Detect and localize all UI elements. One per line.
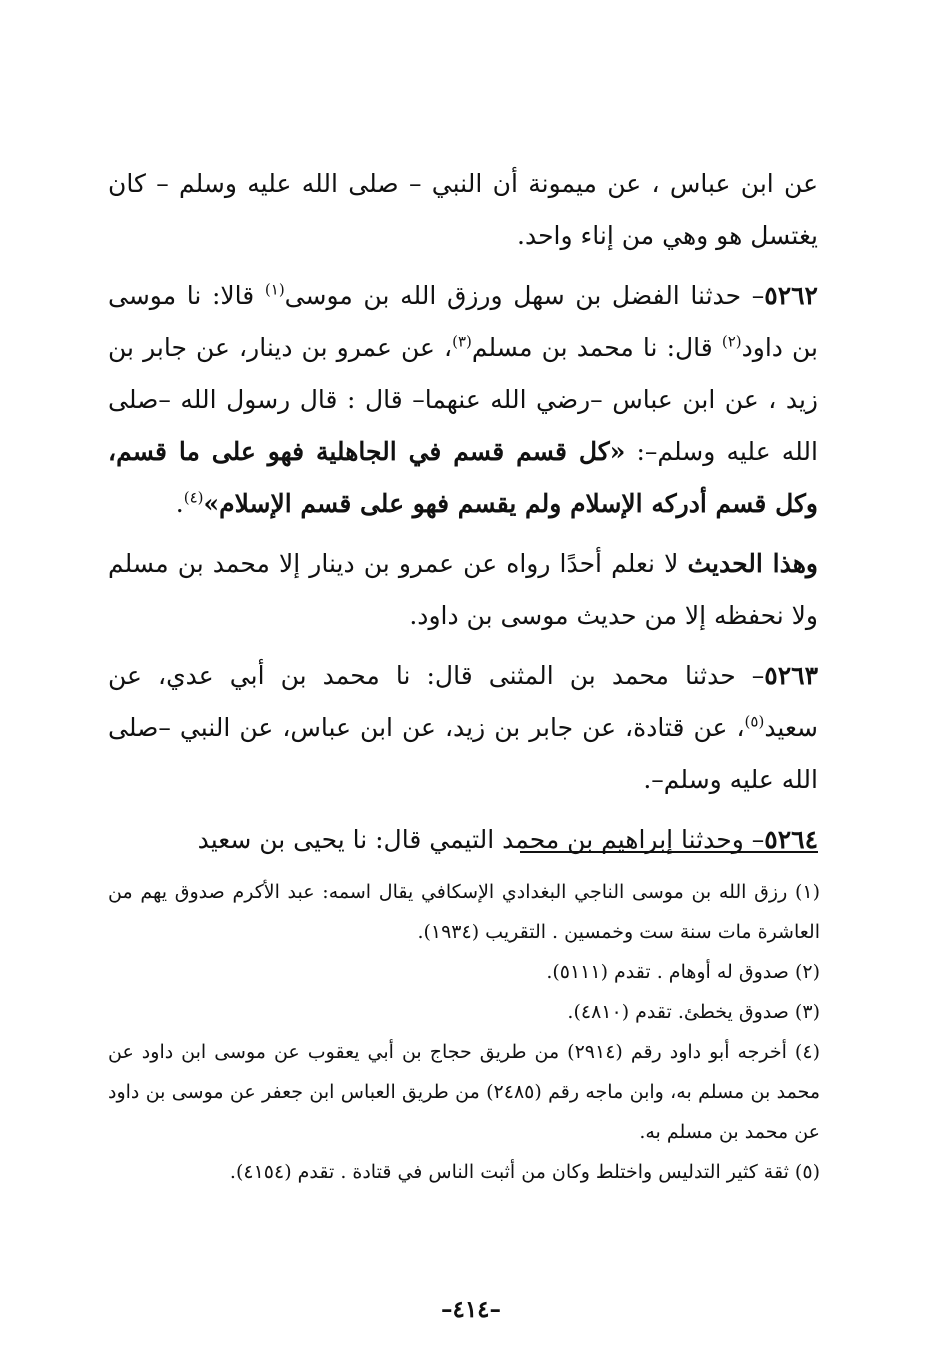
footnote-ref: (١) <box>264 280 285 299</box>
footnote-5: (٥) ثقة كثير التدليس واختلط وكان من أثبت الناس في قتادة . تقدم (٤١٥٤). <box>229 1161 820 1183</box>
hadith-number: ٥٢٦٢ <box>764 281 818 310</box>
footnote-1: (١) رزق الله بن موسى الناجي البغدادي الإسكافي يقال اسمه: عبد الأكرم صدوق يهم من العاشرة مات سنة ست وخمسين . التقريب (١٩٣٤). <box>108 881 820 943</box>
footnote-2: (٢) صدوق له أوهام . تقدم (٥١١١). <box>546 961 820 983</box>
footnote-4: (٤) أخرجه أبو داود رقم (٢٩١٤) من طريق حجاج بن أبي يعقوب عن موسى ابن داود عن محمد بن مسلم به، وابن ماجه رقم (٢٤٨٥) من طريق العباس ابن جعفر عن موسى بن داود عن محمد بن مسلم به. <box>108 1041 821 1143</box>
paragraph-continuation <box>108 158 818 262</box>
footnote-ref: (٥) <box>744 712 765 731</box>
hadith-number: ٥٢٦٤ <box>764 825 818 854</box>
main-text <box>108 158 818 874</box>
hadith-matn: «كل قسم قسم في الجاهلية فهو على ما قسم، وكل قسم أدركه الإسلام ولم يقسم فهو على قسم الإسلام» <box>108 437 818 518</box>
hadith-5264 <box>108 814 818 866</box>
footnote-ref: (٢) <box>721 332 742 351</box>
paragraph-text: عن ابن عباس ، عن ميمونة أن النبي – صلى الله عليه وسلم – كان يغتسل هو وهي من إناء واحد. <box>108 169 818 250</box>
hadith-text: . <box>175 489 184 518</box>
hadith-5263 <box>108 650 818 806</box>
footnote-3: (٣) صدوق يخطئ. تقدم (٤٨١٠). <box>567 1001 820 1023</box>
hadith-number: ٥٢٦٣ <box>764 661 818 690</box>
hadith-text: – حدثنا الفضل بن سهل ورزق الله بن موسى <box>284 281 765 310</box>
footnote-divider <box>520 851 818 853</box>
hadith-text: – وحدثنا إبراهيم بن محمد التيمي قال: نا يحيى بن سعيد <box>197 825 765 854</box>
footnote-ref: (٣) <box>452 332 472 351</box>
commentary-paragraph <box>108 538 818 642</box>
hadith-text: ، عن عمرو بن دينار، عن جابر بن زيد ، عن ابن عباس –رضي الله عنهما– قال : قال رسول الله –صلى الله عليه وسلم–: <box>108 333 818 466</box>
hadith-text: قالا: نا موسى بن داود <box>108 281 818 362</box>
hadith-text: قال: نا محمد بن مسلم <box>471 333 722 362</box>
footnote-ref: (٤) <box>183 488 204 507</box>
hadith-text: – حدثنا محمد بن المثنى قال: نا محمد بن أبي عدي، عن سعيد <box>108 661 818 742</box>
hadith-text: ، عن قتادة، عن جابر بن زيد، عن ابن عباس، عن النبي –صلى الله عليه وسلم–. <box>108 713 818 794</box>
footnotes <box>108 872 820 1192</box>
commentary-lead: وهذا الحديث <box>687 549 818 578</box>
page-number: –٤١٤– <box>440 1296 502 1323</box>
commentary-text: لا نعلم أحدًا رواه عن عمرو بن دينار إلا محمد بن مسلم ولا نحفظه إلا من حديث موسى بن داود. <box>108 549 818 630</box>
hadith-5262 <box>108 270 818 530</box>
